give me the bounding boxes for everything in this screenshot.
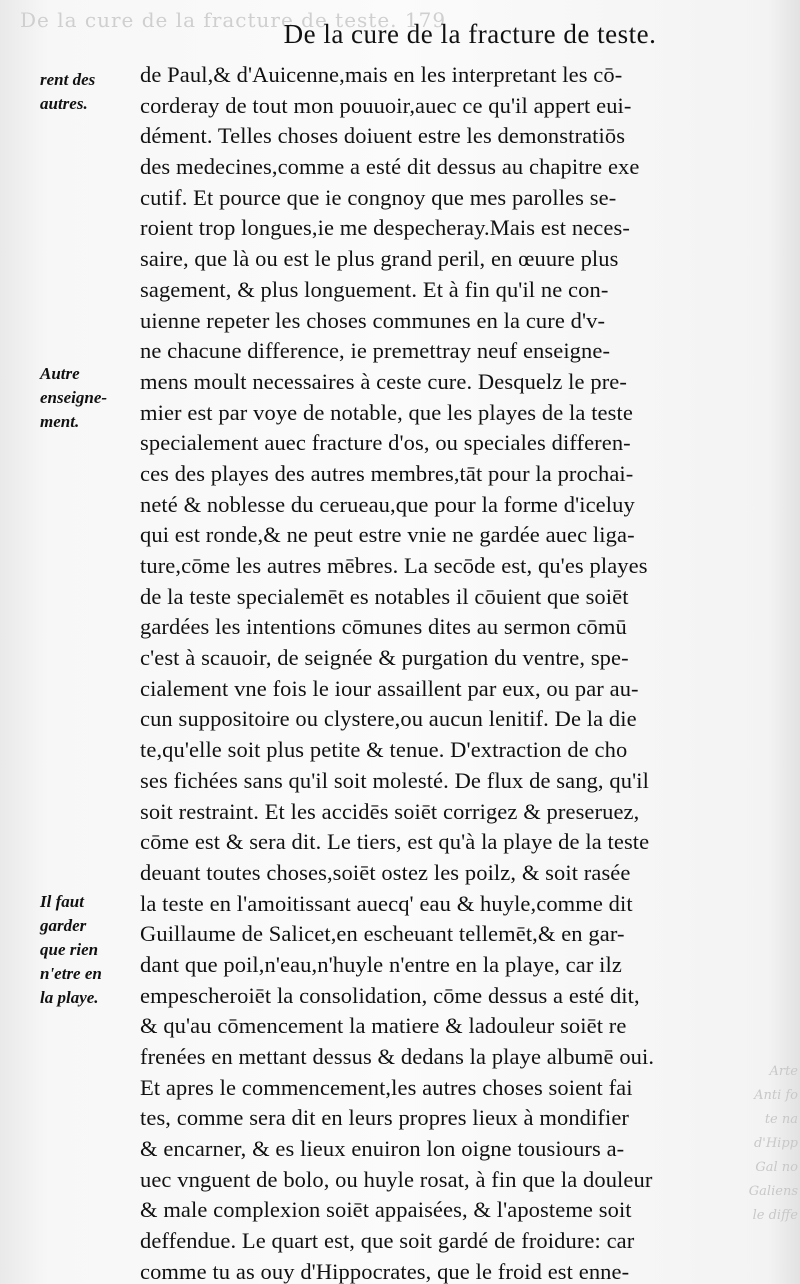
text-line: c'est à scauoir, de seignée & purgation du ventre, spe- [140, 645, 629, 671]
bleed-through-line: d'Hipp [753, 1136, 798, 1151]
text-line: mier est par voye de notable, que les playes de la teste [140, 399, 633, 425]
text-line: & encarner, & es lieux enuiron lon oigne tousiours a- [140, 1136, 625, 1162]
body-text [140, 60, 785, 1284]
text-line: cun suppositoire ou clystere,ou aucun lenitif. De la die [140, 706, 637, 732]
text-line: de la teste specialemēt es notables il cōuient que soiēt [140, 583, 629, 609]
margin-note-1 [40, 68, 138, 116]
text-line: gardées les intentions cōmunes dites au sermon cōmū [140, 614, 627, 640]
bleed-through-line: le diffe [752, 1208, 798, 1223]
text-line: cutif. Et pource que ie congnoy que mes parolles se- [140, 184, 617, 210]
bleed-through-line: Arte [769, 1064, 798, 1079]
margin-note-line: Autre [40, 364, 80, 383]
margin-note-line: enseigne- [40, 388, 108, 407]
text-line: saire, que là ou est le plus grand peril, en œuure plus [140, 246, 619, 272]
text-line: deuant toutes choses,soiēt ostez les poilz, & soit rasée [140, 859, 631, 885]
bleed-through-line: Anti fo [754, 1088, 798, 1103]
text-line: te,qu'elle soit plus petite & tenue. D'extraction de cho [140, 737, 628, 763]
text-line: qui est ronde,& ne peut estre vnie ne gardée auec liga- [140, 522, 635, 548]
text-line: corderay de tout mon pouuoir,auec ce qu'il appert eui- [140, 92, 632, 118]
text-line: specialement auec fracture d'os, ou speciales differen- [140, 430, 631, 456]
text-line: des medecines,comme a esté dit dessus au chapitre exe [140, 154, 640, 180]
text-line: Et apres le commencement,les autres choses soient fai [140, 1074, 633, 1100]
text-line: dément. Telles choses doiuent estre les demonstratiōs [140, 123, 626, 149]
text-line: mens moult necessaires à ceste cure. Desquelz le pre- [140, 368, 627, 394]
text-line: dant que poil,n'eau,n'huyle n'entre en la playe, car ilz [140, 951, 622, 977]
text-line: sagement, & plus longuement. Et à fin qu'il ne con- [140, 276, 609, 302]
margin-note-line: n'etre en [40, 964, 102, 983]
bleed-through-line: Gal no [755, 1160, 798, 1175]
margin-note-line: la playe. [40, 988, 99, 1007]
text-line: comme tu as ouy d'Hippocrates, que le froid est enne- [140, 1258, 630, 1284]
text-line: la teste en l'amoitissant auecq' eau & huyle,comme dit [140, 890, 633, 916]
text-line: cialement vne fois le iour assaillent par eux, ou par au- [140, 675, 639, 701]
bleed-through-line: Galiens [748, 1184, 798, 1199]
margin-note-line: ment. [40, 412, 80, 431]
text-line: ture,cōme les autres mēbres. La secōde est, qu'es playes [140, 553, 648, 578]
margin-note-line: Il faut [40, 892, 84, 911]
text-line: ses fichées sans qu'il soit molesté. De flux de sang, qu'il [140, 767, 649, 793]
margin-note-2 [40, 362, 138, 434]
text-line: ces des playes des autres membres,tāt pour la prochai- [140, 460, 634, 486]
text-line: neté & noblesse du cerueau,que pour la forme d'iceluy [140, 491, 635, 517]
text-line: frenées en mettant dessus & dedans la playe albumē oui. [140, 1044, 655, 1069]
text-line: & qu'au cōmencement la matiere & ladouleur soiēt re [140, 1013, 627, 1039]
text-line: empescheroiēt la consolidation, cōme dessus a esté dit, [140, 982, 640, 1008]
bleed-through-line: te na [764, 1112, 798, 1127]
text-line: uienne repeter les choses communes en la cure d'v- [140, 307, 606, 333]
text-line: de Paul,& d'Auicenne,mais en les interpretant les cō- [140, 62, 623, 87]
text-line: deffendue. Le quart est, que soit gardé de froidure: car [140, 1228, 635, 1254]
text-line: soit restraint. Et les accidēs soiēt corrigez & preseruez, [140, 798, 640, 824]
margin-note-line: autres. [40, 94, 88, 113]
text-line: tes, comme sera dit en leurs propres lieux à mondifier [140, 1105, 629, 1131]
bleed-through-header: De la cure de la fracture de teste. 179 [20, 8, 447, 32]
text-line: uec vnguent de bolo, ou huyle rosat, à fin que la douleur [140, 1166, 653, 1192]
text-line: roient trop longues,ie me despecheray.Mais est neces- [140, 215, 630, 241]
margin-note-line: garder [40, 916, 87, 935]
margin-note-line: que rien [40, 940, 99, 959]
page-title: De la cure de la fracture de teste. [283, 19, 657, 49]
text-line: ne chacune difference, ie premettray neuf enseigne- [140, 338, 611, 364]
text-line: cōme est & sera dit. Le tiers, est qu'à la playe de la teste [140, 829, 650, 855]
text-line: Guillaume de Salicet,en escheuant tellemēt,& en gar- [140, 921, 625, 947]
margin-note-line: rent des [40, 70, 96, 89]
bleed-through-margin [728, 1060, 798, 1228]
margin-note-3 [40, 890, 138, 1010]
text-line: & male complexion soiēt appaisées, & l'aposteme soit [140, 1197, 632, 1223]
